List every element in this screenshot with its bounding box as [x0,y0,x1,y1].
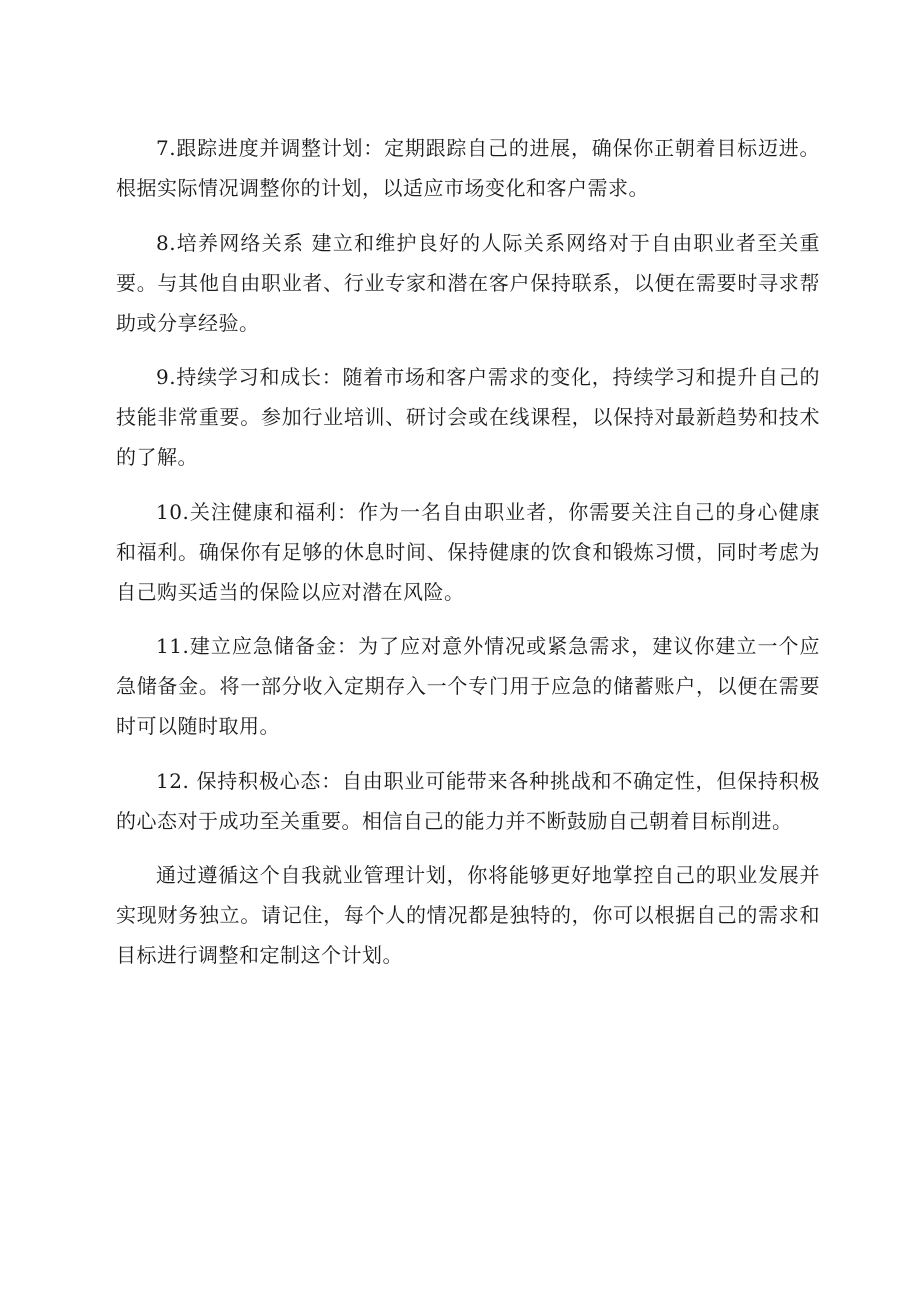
paragraph-conclusion: 通过遵循这个自我就业管理计划，你将能够更好地掌控自己的职业发展并实现财务独立。请记住，每个人的情况都是独特的，你可以根据自己的需求和目标进行调整和定制这个计划。 [116,863,820,967]
paragraph-item-10: 10.关注健康和福利：作为一名自由职业者，你需要关注自己的身心健康和福利。确保你有足够的休息时间、保持健康的饮食和锻炼习惯，同时考虑为自己购买适当的保险以应对潜在风险。 [116,499,820,604]
paragraph-item-11: 11.建立应急储备金：为了应对意外情况或紧急需求，建议你建立一个应急储备金。将一部分收入定期存入一个专门用于应急的储蓄账户，以便在需要时可以随时取用。 [116,634,820,738]
paragraph-item-12: 12. 保持积极心态：自由职业可能带来各种挑战和不确定性，但保持积极的心态对于成功至关重要。相信自己的能力并不断鼓励自己朝着目标削进。 [116,768,820,833]
paragraph-item-9: 9.持续学习和成长：随着市场和客户需求的变化，持续学习和提升自己的技能非常重要。参加行业培训、研讨会或在线课程，以保持对最新趋势和技术的了解。 [116,365,820,469]
paragraph-item-7: 7.跟踪进度并调整计划：定期跟踪自己的进展，确保你正朝着目标迈进。根据实际情况调整你的计划，以适应市场变化和客户需求。 [116,136,820,200]
paragraph-item-8: 8.培养网络关系 建立和维护良好的人际关系网络对于自由职业者至关重要。与其他自由职业者、行业专家和潜在客户保持联系，以便在需要时寻求帮助或分享经验。 [116,230,820,335]
